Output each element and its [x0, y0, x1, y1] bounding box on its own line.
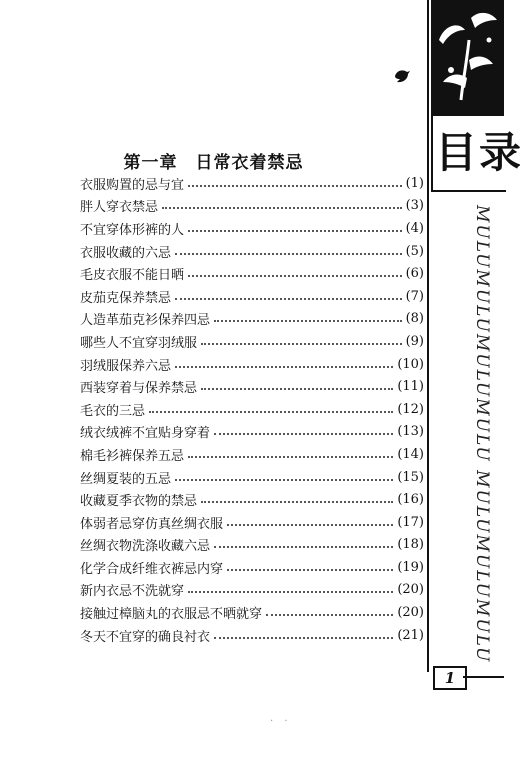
toc-entry-page: (15) — [397, 469, 424, 485]
toc-entry[interactable] — [80, 308, 424, 331]
dot-leader — [188, 455, 393, 458]
dot-leader — [175, 478, 393, 481]
toc-entry-page: (16) — [397, 492, 424, 508]
vertical-decorative-text: MULUMULUMULUMULU MULUMULUMULU — [472, 205, 492, 664]
dot-leader — [201, 342, 402, 345]
toc-entry-title: 冬天不宜穿的确良衬衣 — [80, 629, 211, 645]
contents-heading-box — [431, 116, 521, 192]
toc-entry-page: (14) — [397, 446, 424, 462]
toc-entry-page: (11) — [397, 379, 424, 395]
toc-entry[interactable] — [80, 262, 424, 285]
dot-leader — [188, 590, 393, 593]
toc-entry-title: 丝绸夏装的五忌 — [80, 471, 172, 487]
toc-entry[interactable] — [80, 353, 424, 376]
dot-leader — [214, 319, 402, 322]
dot-leader — [162, 206, 402, 209]
toc-entry-title: 胖人穿衣禁忌 — [80, 200, 159, 216]
toc-entry-title: 棉毛衫裤保养五忌 — [80, 448, 185, 464]
toc-entry[interactable] — [80, 421, 424, 444]
toc-entry[interactable] — [80, 172, 424, 195]
dot-leader — [175, 252, 402, 255]
toc-entry[interactable] — [80, 240, 424, 263]
toc-entry[interactable] — [80, 601, 424, 624]
toc-entry-title: 接触过樟脑丸的衣服忌不晒就穿 — [80, 607, 263, 623]
toc-entry[interactable] — [80, 443, 424, 466]
decorative-banner — [431, 0, 504, 116]
toc-entry-page: (18) — [397, 537, 424, 553]
toc-entry-page: (6) — [405, 266, 424, 282]
dot-leader — [227, 523, 393, 526]
toc-entry-title: 皮茄克保养禁忌 — [80, 290, 172, 306]
bottom-rule — [463, 676, 504, 678]
toc-entry-title: 收藏夏季衣物的禁忌 — [80, 494, 198, 510]
dot-leader — [175, 365, 393, 368]
toc-entry-title: 羽绒服保养六忌 — [80, 358, 172, 374]
toc-entry-page: (13) — [397, 424, 424, 440]
toc-entry-title: 新内衣忌不洗就穿 — [80, 584, 185, 600]
toc-entry-page: (8) — [405, 311, 424, 327]
chapter-title: 第一章 日常衣着禁忌 — [123, 153, 304, 173]
toc-entry[interactable] — [80, 466, 424, 489]
dot-leader — [227, 568, 393, 571]
dot-leader — [188, 184, 402, 187]
dot-leader — [214, 636, 393, 639]
toc-entry[interactable] — [80, 579, 424, 602]
contents-heading-char-1: 目 — [435, 128, 478, 177]
toc-entry-page: (19) — [397, 559, 424, 575]
toc-entry-title: 绒衣绒裤不宜贴身穿着 — [80, 426, 211, 442]
toc-entry-title: 人造革茄克衫保养四忌 — [80, 313, 211, 329]
bird-icon — [393, 68, 411, 84]
toc-entry-page: (20) — [397, 605, 424, 621]
toc-entry[interactable] — [80, 285, 424, 308]
dot-leader — [201, 387, 393, 390]
toc-entry-page: (12) — [397, 401, 424, 417]
toc-entry-page: (7) — [405, 288, 424, 304]
toc-entry-title: 西装穿着与保养禁忌 — [80, 381, 198, 397]
toc-entry-title: 毛皮衣服不能日晒 — [80, 268, 185, 284]
toc-entry[interactable] — [80, 511, 424, 534]
table-of-contents — [80, 172, 424, 646]
toc-entry[interactable] — [80, 375, 424, 398]
dot-leader — [149, 410, 393, 413]
toc-entry[interactable] — [80, 330, 424, 353]
toc-entry-title: 衣服收藏的六忌 — [80, 245, 172, 261]
toc-entry[interactable] — [80, 488, 424, 511]
dot-leader — [214, 432, 393, 435]
dot-leader — [188, 274, 402, 277]
toc-entry-page: (3) — [405, 198, 424, 214]
toc-entry-title: 化学合成纤维衣裤忌内穿 — [80, 561, 224, 577]
scan-specks: · · — [270, 716, 292, 727]
toc-entry[interactable] — [80, 624, 424, 647]
toc-entry-page: (1) — [405, 175, 424, 191]
margin-rule — [427, 0, 429, 672]
toc-entry-page: (17) — [397, 514, 424, 530]
toc-entry-page: (20) — [397, 582, 424, 598]
page-number: 1 — [433, 666, 467, 690]
toc-entry-page: (21) — [397, 627, 424, 643]
toc-entry-title: 衣服购置的忌与宜 — [80, 177, 185, 193]
toc-entry-page: (5) — [405, 243, 424, 259]
toc-entry[interactable] — [80, 556, 424, 579]
toc-entry-title: 丝绸衣物洗涤收藏六忌 — [80, 539, 211, 555]
toc-entry[interactable] — [80, 195, 424, 218]
toc-entry[interactable] — [80, 534, 424, 557]
toc-entry-title: 毛衣的三忌 — [80, 403, 146, 419]
toc-entry[interactable] — [80, 217, 424, 240]
toc-entry-page: (9) — [405, 333, 424, 349]
dot-leader — [266, 613, 393, 616]
toc-entry[interactable] — [80, 398, 424, 421]
contents-heading-char-2: 录 — [479, 128, 521, 177]
toc-entry-title: 体弱者忌穿仿真丝绸衣服 — [80, 516, 224, 532]
dot-leader — [214, 545, 393, 548]
dot-leader — [201, 500, 393, 503]
dot-leader — [175, 297, 402, 300]
toc-entry-page: (4) — [405, 220, 424, 236]
toc-entry-title: 不宜穿体形裤的人 — [80, 222, 185, 238]
dot-leader — [188, 229, 402, 232]
toc-entry-title: 哪些人不宜穿羽绒服 — [80, 335, 198, 351]
plant-silhouette-icon — [431, 0, 504, 116]
toc-entry-page: (10) — [397, 356, 424, 372]
